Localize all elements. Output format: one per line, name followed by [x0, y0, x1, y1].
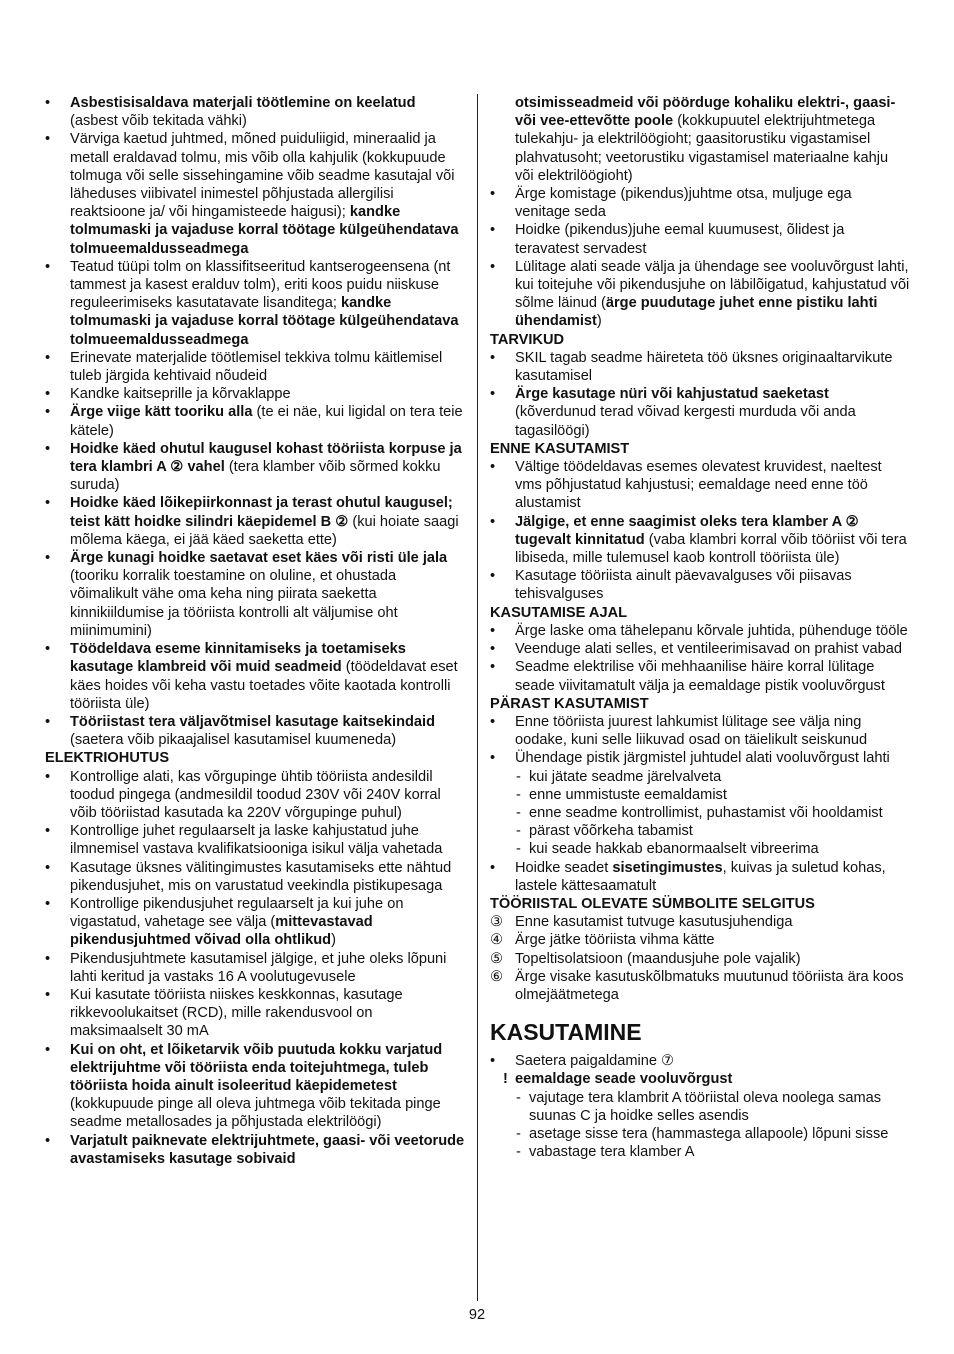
bullet-marker: •	[490, 222, 496, 239]
list-item	[490, 458, 910, 513]
list-item	[490, 567, 910, 603]
text: (saetera võib pikaajalisel kasutamisel kuumeneda)	[70, 732, 397, 749]
text: Ühendage pistik järgmistel juhtudel alati vooluvõrgust lahti	[515, 750, 890, 767]
bold-text: ärge puudutage juhet enne pistiku lahti ühendamist	[515, 295, 878, 330]
sub-list-item	[490, 768, 910, 786]
list-item	[45, 986, 465, 1041]
bold-text: Hoidke käed lõikepiirkonnast ja terast ohutul kaugusel; teist kätt hoidke silindri käepidemel B ②	[70, 495, 453, 530]
list-item	[490, 349, 910, 385]
bullet-marker: •	[45, 823, 51, 840]
text: Hoidke (pikendus)juhe eemal kuumusest, õlidest ja teravatest servadest	[515, 222, 845, 257]
bullet-marker: •	[490, 258, 496, 275]
list-item	[45, 713, 465, 749]
bold-text: Hoidke käed ohutul kaugusel kohast tööriista korpuse ja tera klambri A ② vahel	[70, 440, 462, 476]
text: (kui hoiate saagi mõlema käega, ei jää käed saeketta ette)	[70, 513, 459, 548]
bullet-marker: •	[45, 349, 51, 366]
right-column	[490, 94, 910, 1161]
section-heading: KASUTAMISE AJAL	[490, 604, 628, 621]
text: Ärge komistage (pikendus)juhtme otsa, muljuge ega venitage seda	[515, 186, 852, 221]
text: (kokkupuude pinge all oleva juhtmega võib tekitada pinge seadme metallosades ja põhjustada elektrilöögi)	[70, 1096, 441, 1131]
section-heading: TARVIKUD	[490, 331, 565, 348]
text: Veenduge alati selles, et ventileerimisavad on prahist vabad	[515, 641, 902, 658]
text: Lülitage alati seade välja ja ühendage see vooluvõrgust lahti, kui toitejuhe või pikendusjuhe on läbilõigatud, kahjustatud või sõlme läinud (	[515, 258, 910, 312]
list-item	[490, 713, 910, 749]
bold-text: Varjatult paiknevate elektrijuhtmete, gaasi- või veetorude avastamiseks kasutage sobivaid	[70, 1132, 465, 1167]
list-item	[45, 349, 465, 385]
list-item	[490, 385, 910, 440]
sub-list-item	[490, 1143, 910, 1161]
continued-paragraph	[490, 94, 910, 185]
bullet-marker: !	[503, 1071, 508, 1088]
bullet-marker: -	[516, 1089, 521, 1106]
bullet-marker: •	[45, 404, 51, 421]
bullet-marker: •	[45, 713, 51, 730]
sub-list-item	[490, 1089, 910, 1125]
list-item	[45, 403, 465, 439]
bold-text: Ärge viige kätt tooriku alla	[70, 404, 253, 421]
text: Seadme elektrilise või mehhaanilise häire korral lülitage seade viivitamatult välja ja eemaldage pistik vooluvõrgust	[515, 659, 885, 694]
bold-text: Ärge kasutage nüri või kahjustatud saeketast	[515, 386, 829, 403]
sub-list-item	[490, 822, 910, 840]
bold-text: mittevastavad pikendusjuhtmed võivad olla ohtlikud	[70, 914, 373, 949]
sub-list-item	[490, 840, 910, 858]
text: )	[596, 313, 602, 330]
list-item	[490, 513, 910, 568]
bullet-marker: •	[490, 386, 496, 403]
list-item	[45, 94, 465, 130]
section-heading: PÄRAST KASUTAMIST	[490, 695, 649, 712]
text: Saetera paigaldamine ⑦	[515, 1053, 675, 1070]
list-item	[490, 749, 910, 767]
text: Ärge laske oma tähelepanu kõrvale juhtida, pühenduge tööle	[515, 622, 908, 639]
section-heading: TÖÖRIISTAL OLEVATE SÜMBOLITE SELGITUS	[490, 895, 815, 912]
list-item	[45, 494, 465, 549]
bullet-marker: -	[516, 841, 521, 858]
text: pärast võõrkeha tabamist	[529, 823, 693, 840]
text: (kõverdunud terad võivad kergesti murduda või anda tagasilöögi)	[515, 404, 856, 439]
text: (vaba klambri korral võib tööriist või tera libiseda, mille tulemusel kaob kontroll tööriista üle)	[515, 531, 907, 567]
bullet-marker: •	[45, 895, 51, 912]
bullet-marker: •	[45, 950, 51, 967]
bold-text: kandke tolmumaski ja vajaduse korral töötage külgeühendatava tolmueemaldusseadmega	[70, 295, 459, 348]
bullet-marker: •	[45, 95, 51, 111]
list-item	[45, 385, 465, 403]
left-column	[45, 94, 465, 1168]
bold-text: Kui on oht, et lõiketarvik võib puutuda kokku varjatud elektrijuhtme või tööriista enda toitejuhtmega, tuleb tööriista hoida ainult isoleeritud käepidemetest	[70, 1041, 443, 1094]
bullet-marker: •	[45, 550, 51, 567]
list-item	[45, 768, 465, 823]
bold-text: kandke tolmumaski ja vajaduse korral töötage külgeühendatava tolmueemaldusseadmega	[70, 204, 459, 257]
bullet-marker: •	[490, 1053, 496, 1070]
list-item	[490, 859, 910, 895]
text: Kandke kaitseprille ja kõrvaklappe	[70, 386, 291, 403]
bullet-marker: -	[516, 1144, 521, 1161]
bullet-marker: •	[45, 440, 51, 457]
list-item	[490, 658, 910, 694]
list-item	[45, 130, 465, 257]
bullet-marker: •	[45, 641, 51, 658]
bullet-marker: •	[45, 986, 51, 1003]
text: Ärge visake kasutuskõlbmatuks muutunud tööriista ära koos olmejäätmetega	[515, 968, 904, 1003]
bold-text: Ärge kunagi hoidke saetavat eset käes või risti üle jala	[70, 550, 448, 567]
text: kui seade hakkab ebanormaalselt vibreerima	[529, 841, 819, 858]
text: )	[331, 932, 336, 949]
bold-text: Tööriistast tera väljavõtmisel kasutage kaitsekindaid	[70, 713, 435, 730]
bullet-marker: -	[516, 823, 521, 840]
bold-text: Asbestisisaldava materjali töötlemine on keelatud	[70, 95, 416, 111]
text: Värviga kaetud juhtmed, mõned puiduliigid, mineraalid ja metall eraldavad tolmu, mis võib olla kahjulik (kokkupuude tolmuga või selle sissehingamine võib seadme kasutajal või läheduses viibivatel inimestel põhjustada allergilisi reaktsioone ja/ või hingamisteede haigusi);	[70, 131, 455, 221]
bullet-marker: •	[490, 859, 496, 876]
text: Kontrollige juhet regulaarselt ja laske kahjustatud juhe ilmnemisel vastava kvalifikatsiooniga isikul välja vahetada	[70, 823, 443, 858]
bullet-marker: •	[490, 659, 496, 676]
text: (asbest võib tekitada vähki)	[70, 113, 247, 130]
list-item	[45, 1041, 465, 1132]
bullet-marker: -	[516, 768, 521, 785]
list-item	[45, 822, 465, 858]
bold-text: Töödeldava eseme kinnitamiseks ja toetamiseks kasutage klambreid või muid seadmeid	[70, 641, 406, 676]
list-item	[490, 258, 910, 331]
symbol-list-item	[490, 968, 910, 1004]
text: enne ummistuste eemaldamist	[529, 786, 727, 803]
bullet-marker: •	[45, 1132, 51, 1149]
text: enne seadme kontrollimist, puhastamist või hooldamist	[529, 804, 883, 821]
bold-text: sisetingimustes	[612, 859, 723, 876]
bullet-marker: -	[516, 1125, 521, 1142]
text: Kasutage üksnes välitingimustes kasutamiseks ette nähtud pikendusjuhet, mis on varustatud veekindla pistikupesaga	[70, 859, 452, 894]
list-item	[45, 640, 465, 713]
symbol-number: ③	[490, 914, 504, 931]
section-heading: ELEKTRIOHUTUS	[45, 750, 170, 767]
symbol-number: ⑥	[490, 968, 504, 985]
text: kui jätate seadme järelvalveta	[529, 768, 722, 785]
list-item	[490, 221, 910, 257]
sub-list-item	[490, 1125, 910, 1143]
bullet-marker: -	[516, 786, 521, 803]
bullet-marker: •	[490, 459, 496, 476]
symbol-number: ⑤	[490, 950, 504, 967]
text: (töödeldavat eset käes hoides või keha vastu toetades võite kaotada kontrolli tööriista üle)	[70, 659, 458, 712]
bold-text: Jälgige, et enne saagimist oleks tera klamber A ② tugevalt kinnitatud	[515, 513, 859, 548]
text: Enne kasutamist tutvuge kasutusjuhendiga	[515, 914, 793, 931]
text: vabastage tera klamber A	[529, 1144, 695, 1161]
list-item	[45, 258, 465, 349]
bullet-marker: •	[45, 258, 51, 275]
symbol-list-item	[490, 931, 910, 949]
text: Hoidke seadet	[515, 859, 613, 876]
bullet-marker: •	[45, 131, 51, 148]
warning-item	[490, 1070, 910, 1088]
list-item	[45, 895, 465, 950]
sub-list-item	[490, 786, 910, 804]
bold-text: eemaldage seade vooluvõrgust	[515, 1071, 733, 1088]
bullet-marker: •	[490, 713, 496, 730]
text: , kuivas ja suletud kohas, lastele kättesaamatult	[515, 859, 886, 894]
text: Enne tööriista juurest lahkumist lülitage see välja ning oodake, kuni selle liikuvad osad on täielikult seiskunud	[515, 713, 868, 749]
text: Kasutage tööriista ainult päevavalguses või piisavas tehisvalguses	[515, 568, 852, 603]
text: Kui kasutate tööriista niiskes keskkonnas, kasutage rikkevoolukaitset (RCD), mille rakendusvool on maksimaalselt 30 mA	[70, 986, 403, 1040]
page-number: 92	[468, 1307, 486, 1323]
text: asetage sisse tera (hammastega allapoole) lõpuni sisse	[529, 1125, 889, 1142]
text: SKIL tagab seadme häireteta töö üksnes originaaltarvikute kasutamisel	[515, 349, 893, 385]
list-item	[45, 1132, 465, 1168]
bold-text: otsimisseadmeid või pöörduge kohaliku elektri-, gaasi- või vee-ettevõtte poole	[515, 95, 896, 130]
bullet-marker: •	[45, 495, 51, 512]
text: Kontrollige pikendusjuhet regulaarselt ja kui juhe on vigastatud, vahetage see välja (	[70, 895, 404, 931]
symbol-list-item	[490, 913, 910, 931]
bullet-marker: •	[45, 768, 51, 785]
bullet-marker: •	[45, 1041, 51, 1058]
symbol-number: ④	[490, 932, 504, 949]
list-item	[45, 549, 465, 640]
column-divider	[477, 94, 478, 1301]
bullet-marker: •	[490, 513, 496, 530]
text: (kokkupuutel elektrijuhtmetega tulekahju- ja elektrilöögioht; gaasitorustiku vigastamisel plahvatusoht; veetorustiku vigastamisel materiaalne kahju või elektrilöögioht)	[515, 113, 889, 184]
section-title: KASUTAMINE	[490, 1019, 642, 1046]
text: Kontrollige alati, kas võrgupinge ühtib tööriista andesildil toodud pingega (andmesildil toodud 230V või 240V korral võib tööriistad kasutada ka 220V võrgupinge puhul)	[70, 768, 441, 821]
text: Topeltisolatsioon (maandusjuhe pole vajalik)	[515, 950, 801, 967]
text: (te ei näe, kui ligidal on tera teie kätele)	[70, 404, 463, 439]
section-heading: ENNE KASUTAMIST	[490, 440, 630, 457]
list-item	[490, 1052, 910, 1070]
list-item	[45, 440, 465, 495]
bullet-marker: -	[516, 804, 521, 821]
list-item	[490, 622, 910, 640]
text: (tooriku korralik toestamine on oluline, et ohustada võimalikult vähe oma keha ning piirata saeketta kinnikiildumise ja tööriista kontrolli alt väljumise oht miinimumini)	[70, 568, 398, 639]
text: (tera klamber võib sõrmed kokku suruda)	[70, 459, 441, 494]
text: Ärge jätke tööriista vihma kätte	[515, 932, 715, 949]
text: Vältige töödeldavas esemes olevatest kruvidest, naeltest vms põhjustatud kahjustusi; eemaldage need enne töö alustamist	[515, 459, 882, 512]
bullet-marker: •	[490, 641, 496, 658]
symbol-list-item	[490, 950, 910, 968]
list-item	[45, 950, 465, 986]
list-item	[490, 640, 910, 658]
text: Erinevate materjalide töötlemisel tekkiva tolmu käitlemisel tuleb järgida kehtivaid nõudeid	[70, 349, 443, 385]
sub-list-item	[490, 804, 910, 822]
bullet-marker: •	[45, 386, 51, 403]
bullet-marker: •	[45, 859, 51, 876]
list-item	[45, 859, 465, 895]
bullet-marker: •	[490, 349, 496, 366]
text: vajutage tera klambrit A tööriistal oleva noolega samas suunas C ja hoidke selles asendis	[529, 1089, 882, 1124]
text: Teatud tüüpi tolm on klassifitseeritud kantserogeensena (nt tammest ja kasest eralduv tolm), eriti koos puidu niiskuse reguleerimiseks kasutatavate lisanditega;	[70, 258, 451, 312]
bullet-marker: •	[490, 750, 496, 767]
text: Pikendusjuhtmete kasutamisel jälgige, et juhe oleks lõpuni lahti keritud ja vastaks 16 A voolutugevusele	[70, 950, 447, 985]
bullet-marker: •	[490, 186, 496, 203]
bullet-marker: •	[490, 568, 496, 585]
list-item	[490, 185, 910, 221]
bullet-marker: •	[490, 622, 496, 639]
